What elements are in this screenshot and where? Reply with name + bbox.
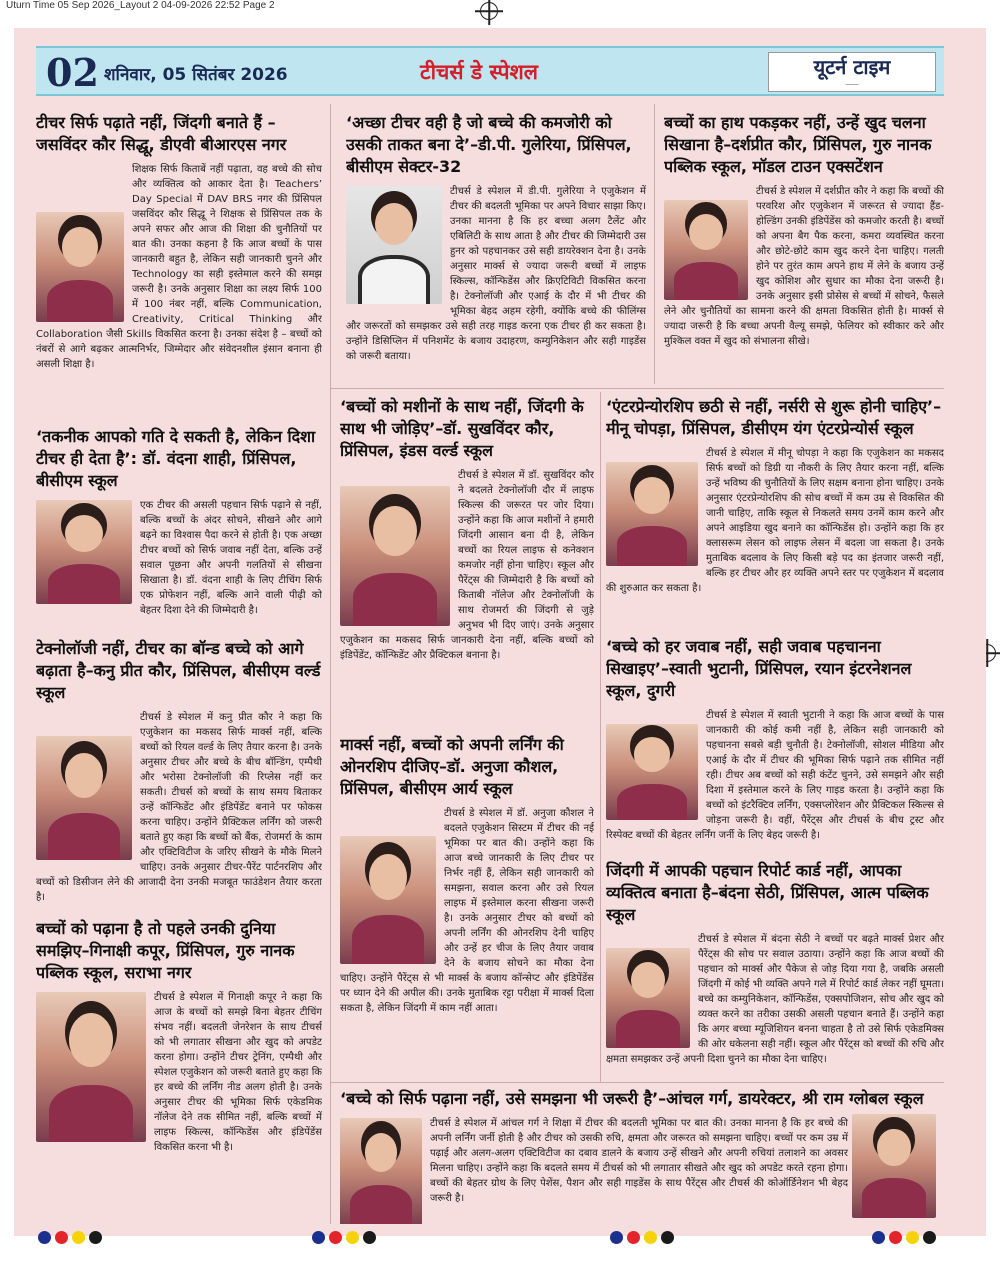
- article-body: टीचर्स डे स्पेशल में बंदना सेठी ने बच्चों पर बढ़ते मार्क्स प्रेशर और पैरेंट्स की सोच पर सवाल उठाया। उन्होंने कहा कि आज बच्चों की पहचान को मार्क्स और पैकेज से जोड़ दिया गया है, जबकि असली जिंदगी में कोई भी व्यक्ति अपने गले में रिपोर्ट कार्ड लेकर नहीं घूमता। बच्चे का कम्युनिकेशन, कॉन्फिडेंस, एक्सपोजिशन, सोच और खुद को व्यक्त करने का तरीका उसकी असली पहचान बनाते हैं। उन्होंने कहा कि अगर बच्चा म्यूजिशियन बनना चाहता है तो उसे सिर्फ एकेडमिक्स की ओर धकेलना सही नहीं। स्कूल और पैरेंट्स को बच्चों की रुचि और क्षमता समझकर उन्हें अपनी दिशा चुनने का मौका देना चाहिए।: [606, 934, 944, 1065]
- registration-mark-icon: [480, 2, 498, 20]
- article-swati-bhutani: [606, 636, 944, 850]
- article-headline: ‘तकनीक आपको गति दे सकती है, लेकिन दिशा टीचर ही देता है’: डॉ. वंदना शाही, प्रिंसिपल, बीसीएम स्कूल: [36, 427, 316, 490]
- article-body: एक टीचर की असली पहचान सिर्फ पढ़ाने से नहीं, बल्कि बच्चों के अंदर सोचने, सीखने और आगे बढ़ने का विश्वास पैदा करने से होती है। एक अच्छा टीचर बच्चों को सिर्फ जवाब नहीं देता, बल्कि उन्हें सवाल पूछना और अपनी गलतियों से सीखना सिखाता है। डॉ. वंदना शाही के लिए टीचिंग सिर्फ एक प्रोफेशन नहीं, बल्कि आने वाली पीढ़ी को बेहतर दिशा देने की जिम्मेदारी है।: [36, 498, 322, 618]
- article-headline: जिंदगी में आपकी पहचान रिपोर्ट कार्ड नहीं, आपका व्यक्तित्व बनाता है–बंदना सेठी, प्रिंसिपल, आत्म पब्लिक स्कूल: [606, 861, 929, 924]
- article-body: टीचर्स डे स्पेशल में कनु प्रीत कौर ने कहा कि एजुकेशन का मकसद सिर्फ मार्क्स नहीं, बल्कि बच्चों को रियल वर्ल्ड के लिए तैयार करना है। उनके अनुसार टीचर और बच्चे के बीच बॉन्डिंग, एम्पैथी और भरोसा टेक्नोलॉजी की रिप्लेस नहीं कर सकती। टीचर्स को बच्चों के साथ समय बिताकर उन्हें कॉन्फिडेंट और इंडिपेंडेंट बनाने पर फोकस करना चाहिए। उन्होंने प्रैक्टिकल लर्निंग को जरूरी बताते हुए कहा कि बच्चों को बैंक, रोजमर्रा के काम और एक्टिविटीज के जरिए सीखने के मौके मिलने चाहिए। उनके अनुसार टीचर-पैरेंट पार्टनरशिप और बच्चों को डिसीजन लेने की आजादी देना उनकी मजबूत फाउंडेशन तैयार करता है।: [36, 712, 322, 903]
- column-divider: [330, 104, 331, 1224]
- article-body: शिक्षक सिर्फ किताबें नहीं पढ़ाता, वह बच्चे की सोच और व्यक्तित्व को आकार देता है। Teachers’ Day Special में DAV BRS नगर की प्रिंसिपल जसविंदर कौर सिद्धू ने शिक्षक से प्रिंसिपल तक के अपने सफर और आज की शिक्षा की चुनौतियों पर बात की। उनका कहना है कि आज बच्चों के पास जानकारी बहुत है, लेकिन सही जानकारी चुनने और Technology का सही इस्तेमाल करने की समझ जरूरी है। उनके अनुसार शिक्षा का लक्ष्य सिर्फ 100 में 100 नंबर नहीं, बल्कि Communication, Creativity, Critical Thinking और Collaboration जैसी Skills विकसित करना है। उनका संदेश है – बच्चों को नंबरों से आगे बढ़कर आत्मनिर्भर, जिम्मेदार और संवेदनशील इंसान बनाना ही असली शिक्षा है।: [36, 164, 322, 370]
- row-divider: [330, 1082, 944, 1083]
- article-headline: ‘बच्चों को मशीनों के साथ नहीं, जिंदगी के साथ भी जोड़िए’–डॉ. सुखविंदर कौर, प्रिंसिपल, इंडस वर्ल्ड स्कूल: [340, 397, 584, 460]
- masthead: [36, 46, 944, 96]
- color-swatch: [329, 1231, 342, 1244]
- article-body: टीचर्स डे स्पेशल में डॉ. सुखविंदर कौर ने बदलते टेक्नोलॉजी दौर में लाइफ स्किल्स की जरूरत पर जोर दिया। उन्होंने कहा कि आज मशीनों ने हमारी जिंदगी आसान बना दी है, लेकिन बच्चों का रियल लाइफ से कनेक्शन कमजोर नहीं होना चाहिए। स्कूल और पैरेंट्स की जिम्मेदारी है कि बच्चों को किताबी नॉलेज और टेक्नोलॉजी के साथ रोजमर्रा की जिंदगी से जुड़े अनुभव भी दिए जाएं। उनके अनुसार एजुकेशन का मकसद सिर्फ जानकारी देना नहीं, बल्कि बच्चों को इंडिपेंडेंट, कॉन्फिडेंट और प्रैक्टिकल बनाना है।: [340, 470, 594, 661]
- color-swatch: [644, 1231, 657, 1244]
- article-body: टीचर्स डे स्पेशल में गिनाक्षी कपूर ने कहा कि आज के बच्चों को समझे बिना बेहतर टीचिंग संभव नहीं। बदलती जेनरेशन के साथ टीचर्स को भी लगातार सीखना और खुद को अपडेट करना होगा। उन्होंने टीचर ट्रेनिंग, एम्पैथी और स्पेशल एजुकेशन को जरूरी बताते हुए कहा कि हर बच्चे की लर्निंग नीड अलग होती है। उनके अनुसार टीचर की भूमिका सिर्फ एकेडमिक नॉलेज देने तक सीमित नहीं, बल्कि बच्चों में लाइफ स्किल्स, कॉन्फिडेंस और इंडिपेंडेंस विकसित करना भी है।: [36, 990, 322, 1155]
- article-anuja-kaushal: [340, 734, 594, 1070]
- color-swatch: [55, 1231, 68, 1244]
- principal-photo: [606, 462, 698, 566]
- article-kanu-preet-kaur: [36, 638, 322, 910]
- article-headline: बच्चों का हाथ पकड़कर नहीं, उन्हें खुद चलना सिखाना है–दर्शप्रीत कौर, प्रिंसिपल, गुरु नानक पब्लिक स्कूल, मॉडल टाउन एक्सटेंशन: [664, 113, 932, 176]
- article-headline: ‘बच्चे को हर जवाब नहीं, सही जवाब पहचानना सिखाइए’–स्वाती भुटानी, प्रिंसिपल, रयान इंटरनेशनल स्कूल, दुगरी: [606, 637, 912, 700]
- color-swatch: [610, 1231, 623, 1244]
- print-slug: Uturn Time 05 Sep 2026_Layout 2 04-09-2026 22:52 Page 2: [6, 0, 275, 11]
- article-jaswinder-kaur: [36, 112, 322, 412]
- principal-photo: [340, 1118, 422, 1224]
- article-body: टीचर्स डे स्पेशल में मीनू चोपड़ा ने कहा कि एजुकेशन का मकसद सिर्फ बच्चों को डिग्री या नौकरी के लिए तैयार करना नहीं, बल्कि उन्हें भविष्य की चुनौतियों के लिए सक्षम बनाना होना चाहिए। उनके अनुसार एंटरप्रेन्योरशिप की सोच बच्चों में कम उम्र से विकसित की जानी चाहिए, ताकि स्कूल से निकलते समय उनमें काम करने और अपने आइडिया खुद बनाने का कॉन्फिडेंस हो। उन्होंने कहा कि हर क्लासरूम लेसन को लाइफ लेसन में बदला जा सकता है। उनके मुताबिक बदलाव के लिए किसी बड़े पद का इंतजार जरूरी नहीं, बल्कि हर टीचर और हर व्यक्ति अपने स्तर पर एजुकेशन में बदलाव की शुरुआत कर सकता है।: [606, 448, 944, 594]
- row-divider: [330, 388, 944, 389]
- article-body: टीचर्स डे स्पेशल में दर्शप्रीत कौर ने कहा कि बच्चों की परवरिश और एजुकेशन में जरूरत से ज्यादा हैंड-होल्डिंग उनकी इंडिपेंडेंस को कमजोर करती है। बच्चों को अपना बैग पैक करना, कमरा व्यवस्थित करना और छोटे-छोटे काम खुद करने देना चाहिए। गलती होने पर तुरंत काम अपने हाथ में लेने के बजाय उन्हें खुद कोशिश और सुधार का मौका देना जरूरी है। उनके अनुसार इसी प्रोसेस से बच्चों में सोचने, फैसले लेने और चुनौतियों का सामना करने की क्षमता विकसित होती है। मार्क्स से ज्यादा जरूरी है कि बच्चा अपनी वैल्यू समझे, फेलियर को स्वीकार करे और मुश्किल वक्त में खुद को संभालना सीखे।: [664, 186, 944, 347]
- principal-photo: [340, 486, 450, 626]
- principal-photo: [36, 500, 132, 604]
- article-aanchal-garg: [340, 1088, 944, 1224]
- principal-photo: [606, 724, 698, 820]
- color-swatch: [89, 1231, 102, 1244]
- article-body: टीचर्स डे स्पेशल में डी.पी. गुलेरिया ने एजुकेशन में टीचर की बदलती भूमिका पर अपने विचार साझा किए। उनका मानना है कि हर बच्चा अलग टैलेंट और एबिलिटी के साथ आता है और टीचर की जिम्मेदारी उस हुनर को पहचानकर उसे सही डायरेक्शन देना है। उनके अनुसार मार्क्स से ज्यादा जरूरी बच्चों में लाइफ स्किल्स, कॉन्फिडेंस और क्रिएटिविटी विकसित करना है। टेक्नोलॉजी और एआई के दौर में भी टीचर की भूमिका बेहद अहम रहेगी, क्योंकि बच्चे की फीलिंग्स और जरूरतों को समझकर उसे सही तरह गाइड करना एक टीचर ही कर सकता है। उन्होंने डिसिप्लिन में पनिशमेंट के बजाय उदाहरण, कम्युनिकेशन और सही गाइडेंस को जरूरी बताया।: [346, 186, 646, 362]
- color-swatch: [363, 1231, 376, 1244]
- section-title: टीचर्स डे स्पेशल: [420, 60, 539, 84]
- column-divider: [654, 104, 655, 384]
- article-headline: ‘एंटरप्रेन्योरशिप छठी से नहीं, नर्सरी से शुरू होनी चाहिए’–मीनू चोपड़ा, प्रिंसिपल, डीसीएम यंग एंटरप्रेन्योर्स स्कूल: [606, 397, 942, 438]
- color-swatch: [627, 1231, 640, 1244]
- article-ginakshi-kapoor: [36, 918, 322, 1222]
- article-sukhwinder-kaur: [340, 396, 594, 722]
- article-meenu-chopra: [606, 396, 944, 626]
- principal-photo: [36, 212, 124, 322]
- color-swatch: [312, 1231, 325, 1244]
- article-headline: टेक्नोलॉजी नहीं, टीचर का बॉन्ड बच्चे को आगे बढ़ाता है–कनु प्रीत कौर, प्रिंसिपल, बीसीएम वर्ल्ड स्कूल: [36, 639, 321, 702]
- printer-colorbar: [312, 1231, 376, 1244]
- color-swatch: [38, 1231, 51, 1244]
- principal-photo: [36, 736, 132, 860]
- color-swatch: [346, 1231, 359, 1244]
- article-dp-guleria: [346, 112, 646, 380]
- article-body: टीचर्स डे स्पेशल में डॉ. अनुजा कौशल ने बदलते एजुकेशन सिस्टम में टीचर की नई भूमिका पर बात की। उन्होंने कहा कि आज बच्चे जानकारी के लिए टीचर पर निर्भर नहीं हैं, लेकिन सही जानकारी को समझना, सवाल करना और उसे रियल लाइफ में इस्तेमाल करना सीखना जरूरी है। उनके अनुसार टीचर को बच्चों को अपनी लर्निंग की ओनरशिप देनी चाहिए और उन्हें हर चीज के लिए तैयार जवाब देने के बजाय सोचने का मौका देना चाहिए। उन्होंने पैरेंट्स से भी मार्क्स के बजाय कॉन्सेप्ट और इंडिपेंडेंस पर ध्यान देने की अपील की। उनके मुताबिक रट्टा परीक्षा में मार्क्स दिला सकता है, लेकिन जिंदगी में काम नहीं आता।: [340, 808, 594, 1014]
- secondary-photo: [852, 1114, 936, 1218]
- brand-tagline-mark: ───: [845, 81, 859, 89]
- column-divider: [600, 392, 601, 1082]
- article-vandana-shahi: [36, 426, 322, 626]
- article-darshpreet-kaur: [664, 112, 944, 384]
- article-body: टीचर्स डे स्पेशल में स्वाती भुटानी ने कहा कि आज बच्चों के पास जानकारी की कोई कमी नहीं है, लेकिन सही जानकारी को पहचानना सबसे बड़ी चुनौती है। टेक्नोलॉजी, सोशल मीडिया और एआई के दौर में टीचर की भूमिका सिर्फ पढ़ाने तक सीमित नहीं रही। टीचर अब बच्चों को सही कंटेंट चुनने, उसे समझने और सही दिशा में इस्तेमाल करने के लिए गाइड करता है। उन्होंने कहा कि बच्चों को इंटरैक्टिव लर्निंग, एक्सप्लोरेशन और प्रैक्टिकल स्किल्स से जोड़ना जरूरी है। वहीं, पैरेंट्स और टीचर्स के बीच ट्रस्ट और रिस्पेक्ट बच्चों की बेहतर लर्निंग जर्नी के लिए बेहद जरूरी है।: [606, 710, 944, 841]
- printer-colorbar: [872, 1231, 936, 1244]
- article-body: टीचर्स डे स्पेशल में आंचल गर्ग ने शिक्षा में टीचर की बदलती भूमिका पर बात की। उनका मानना है कि हर बच्चे की अपनी लर्निंग जर्नी होती है और टीचर को उसकी रुचि, क्षमता और जरूरत को समझना चाहिए। बच्चों पर कम उम्र में पढ़ाई और अलग-अलग एक्टिविटीज का दबाव डालने के बजाय उन्हें सीखने और अपनी रुचियां तलाशने का अवसर मिलना चाहिए। उन्होंने कहा कि बदलते समय में टीचर्स को भी लगातार सीखते और खुद को अपडेट करते रहना होगा। बच्चों की बेहतर ग्रोथ के लिए पेशेंस, पैशन और सही गाइडेंस के साथ पैरेंट्स और टीचर्स की कोऑर्डिनेशन भी बेहद जरूरी है।: [340, 1116, 944, 1206]
- page-number: 02: [46, 50, 99, 95]
- color-swatch: [923, 1231, 936, 1244]
- principal-photo: [606, 948, 690, 1048]
- issue-date: शनिवार, 05 सितंबर 2026: [104, 65, 288, 85]
- printer-colorbar: [610, 1231, 674, 1244]
- article-headline: ‘अच्छा टीचर वही है जो बच्चे की कमजोरी को उसकी ताकत बना दे’–डी.पी. गुलेरिया, प्रिंसिपल, बीसीएम सेक्टर-32: [346, 113, 632, 176]
- article-headline: बच्चों को पढ़ाना है तो पहले उनकी दुनिया समझिए–गिनाक्षी कपूर, प्रिंसिपल, गुरु नानक पब्लिक स्कूल, सराभा नगर: [36, 919, 295, 982]
- color-swatch: [661, 1231, 674, 1244]
- article-headline: टीचर सिर्फ पढ़ाते नहीं, जिंदगी बनाते हैं – जसविंदर कौर सिद्धू, डीएवी बीआरएस नगर: [36, 113, 287, 154]
- principal-photo: [36, 992, 146, 1142]
- color-swatch: [72, 1231, 85, 1244]
- article-headline: ‘बच्चे को सिर्फ पढ़ाना नहीं, उसे समझना भी जरूरी है’–आंचल गर्ग, डायरेक्टर, श्री राम ग्लोबल स्कूल: [340, 1089, 924, 1108]
- color-swatch: [872, 1231, 885, 1244]
- principal-photo: [340, 836, 436, 964]
- principal-photo: [664, 200, 748, 300]
- brand-name: यूटर्न टाइम: [813, 55, 891, 79]
- newspaper-logo: [768, 52, 936, 92]
- article-headline: मार्क्स नहीं, बच्चों को अपनी लर्निंग की ओनरशिप दीजिए–डॉ. अनुजा कौशल, प्रिंसिपल, बीसीएम आर्य स्कूल: [340, 735, 564, 798]
- color-swatch: [906, 1231, 919, 1244]
- principal-photo: [346, 186, 442, 304]
- article-bandana-sethi: [606, 860, 944, 1076]
- printer-colorbar: [38, 1231, 102, 1244]
- color-swatch: [889, 1231, 902, 1244]
